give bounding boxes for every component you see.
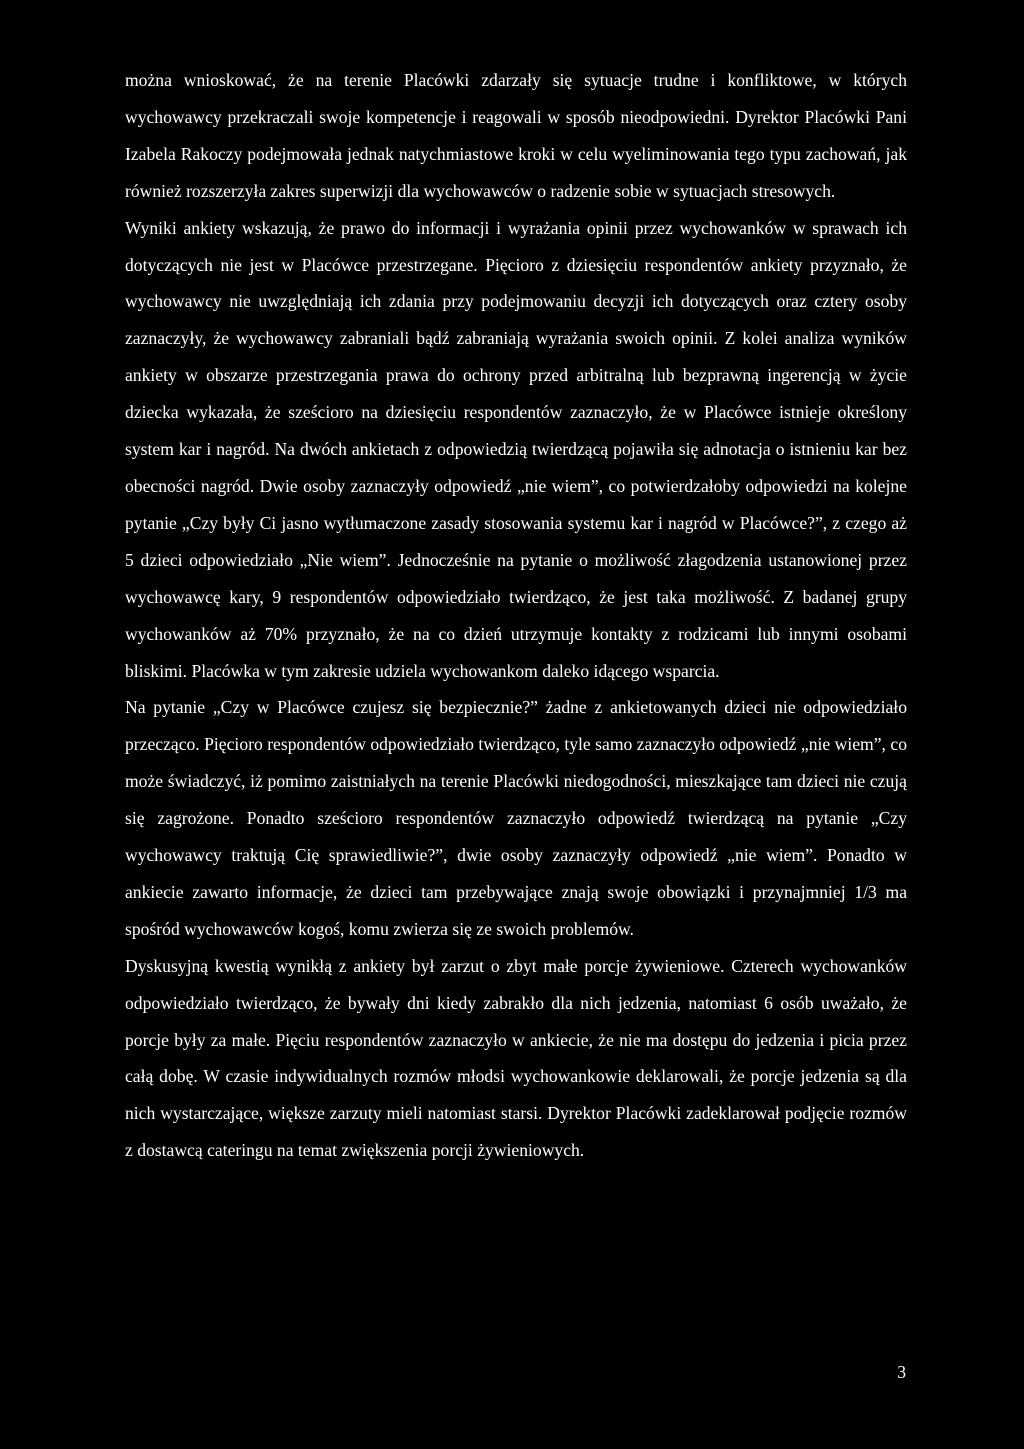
paragraph-3: Na pytanie „Czy w Placówce czujesz się bezpiecznie?” żadne z ankietowanych dzieci nie odpowiedziało przecząco. Pięcioro respondentów odpowiedziało twierdząco, tyle samo zaznaczyło odpowiedź „nie wiem”, co może świadczyć, iż pomimo zaistniałych na terenie Placówki niedogodności, mieszkające tam dzieci nie czują się zagrożone. Ponadto sześcioro respondentów zaznaczyło odpowiedź twierdzącą na pytanie „Czy wychowawcy traktują Cię sprawiedliwie?”, dwie osoby zaznaczyły odpowiedź „nie wiem”. Ponadto w ankiecie zawarto informacje, że dzieci tam przebywające znają swoje obowiązki i przynajmniej 1/3 ma spośród wychowawców kogoś, komu zwierza się ze swoich problemów.	[125, 697, 907, 939]
paragraph-4: Dyskusyjną kwestią wynikłą z ankiety był zarzut o zbyt małe porcje żywieniowe. Czterech wychowanków odpowiedziało twierdząco, że bywały dni kiedy zabrakło dla nich jedzenia, natomiast 6 osób uważało, że porcje były za małe. Pięciu respondentów zaznaczyło w ankiecie, że nie ma dostępu do jedzenia i picia przez całą dobę. W czasie indywidualnych rozmów młodsi wychowankowie deklarowali, że porcje jedzenia są dla nich wystarczające, większe zarzuty mieli natomiast starsi. Dyrektor Placówki zadeklarował podjęcie rozmów z dostawcą cateringu na temat zwiększenia porcji żywieniowych.	[125, 955, 907, 1161]
page-number: 3	[897, 1362, 906, 1382]
paragraph-2: Wyniki ankiety wskazują, że prawo do informacji i wyrażania opinii przez wychowanków w sprawach ich dotyczących nie jest w Placówce przestrzegane. Pięcioro z dziesięciu respondentów ankiety przyznało, że wychowawcy nie uwzględniają ich zdania przy podejmowaniu decyzji ich dotyczących oraz cztery osoby zaznaczyły, że wychowawcy zabraniali bądź zabraniają wyrażania swoich opinii. Z kolei analiza wyników ankiety w obszarze przestrzegania prawa do ochrony przed arbitralną lub bezprawną ingerencją w życie dziecka wykazała, że sześcioro na dziesięciu respondentów zaznaczyło, że w Placówce istnieje określony system kar i nagród. Na dwóch ankietach z odpowiedzią twierdzącą pojawiła się adnotacja o istnieniu kar bez obecności nagród. Dwie osoby zaznaczyły odpowiedź „nie wiem”, co potwierdzałoby odpowiedzi na kolejne pytanie „Czy były Ci jasno wytłumaczone zasady stosowania systemu kar i nagród w Placówce?”, z czego aż 5 dzieci odpowiedziało „Nie wiem”. Jednocześnie na pytanie o możliwość złagodzenia ustanowionej przez wychowawcę kary, 9 respondentów odpowiedziało twierdząco, że jest taka możliwość. Z badanej grupy wychowanków aż 70% przyznało, że na co dzień utrzymuje kontakty z rodzicami lub innymi osobami bliskimi. Placówka w tym zakresie udziela wychowankom daleko idącego wsparcia.	[125, 217, 907, 681]
paragraph-1: można wnioskować, że na terenie Placówki zdarzały się sytuacje trudne i konfliktowe, w których wychowawcy przekraczali swoje kompetencje i reagowali w sposób nieodpowiedni. Dyrektor Placówki Pani Izabela Rakoczy podejmowała jednak natychmiastowe kroki w celu wyeliminowania tego typu zachowań, jak również rozszerzyła zakres superwizji dla wychowawców o radzenie sobie w sytuacjach stresowych.	[125, 70, 907, 201]
document-body	[125, 62, 907, 1169]
